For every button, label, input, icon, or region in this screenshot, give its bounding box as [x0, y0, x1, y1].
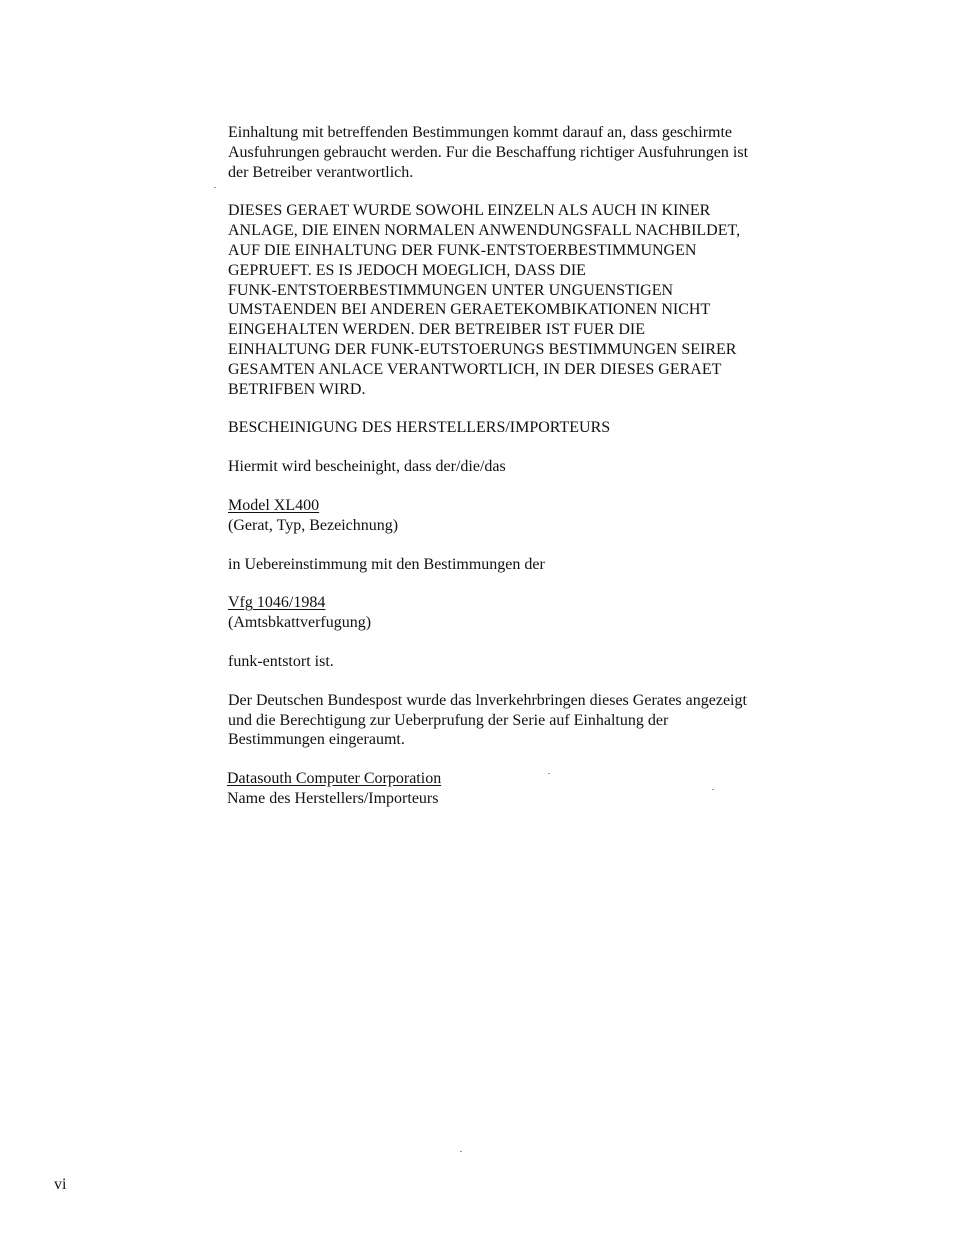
document-body: [228, 123, 808, 828]
text-line: Ausfuhrungen gebraucht werden. Fur die Beschaffung richtiger Ausfuhrungen ist: [228, 143, 749, 161]
text-line: GESAMTEN ANLACE VERANTWORTLICH, IN DER DIESES GERAET: [228, 360, 722, 378]
text-line: AUF DIE EINHALTUNG DER FUNK-ENTSTOERBESTIMMUNGEN: [228, 241, 697, 259]
certificate-heading: [228, 418, 808, 438]
paragraph-certification-intro: [228, 457, 808, 477]
device-caption: (Gerat, Typ, Bezeichnung): [228, 516, 399, 534]
text-line: UMSTAENDEN BEI ANDEREN GERAETEKOMBIKATIONEN NICHT: [228, 301, 711, 319]
text-line: Hiermit wird bescheinight, dass der/die/das: [228, 458, 506, 476]
text-line: ANLAGE, DIE EINEN NORMALEN ANWENDUNGSFALL NACHBILDET,: [228, 222, 741, 240]
manufacturer-block: [227, 769, 808, 809]
scan-speck: [460, 1151, 462, 1152]
text-line: funk-entstort ist.: [228, 652, 334, 670]
text-line: Der Deutschen Bundespost wurde das lnverkehrbringen dieses Gerates angezeigt: [228, 691, 747, 709]
regulation-block: [228, 593, 808, 633]
scan-speck: [214, 187, 216, 188]
text-line: der Betreiber verantwortlich.: [228, 163, 414, 181]
paragraph-bundespost: [228, 691, 808, 750]
device-model-text: Model XL400: [228, 496, 320, 514]
regulation-caption: (Amtsbkattverfugung): [228, 614, 372, 632]
device-block: [228, 496, 808, 536]
manufacturer-name-text: Datasouth Computer Corporation: [227, 770, 442, 788]
text-line: Einhaltung mit betreffenden Bestimmungen kommt darauf an, dass geschirmte: [228, 124, 733, 141]
device-model: [228, 496, 808, 516]
heading-line: BESCHEINIGUNG DES HERSTELLERS/IMPORTEURS: [228, 419, 611, 437]
text-line: und die Berechtigung zur Ueberprufung der Serie auf Einhaltung der: [228, 711, 669, 729]
paragraph-interference-notice: [228, 201, 808, 399]
manufacturer-name: [227, 769, 808, 789]
text-line: EINGEHALTEN WERDEN. DER BETREIBER IST FUER DIE: [228, 321, 646, 339]
text-line: GEPRUEFT. ES IS JEDOCH MOEGLICH, DASS DIE: [228, 261, 586, 279]
page-number: vi: [54, 1176, 67, 1193]
text-line: EINHALTUNG DER FUNK-EUTSTOERUNGS BESTIMMUNGEN SEIRER: [228, 340, 737, 358]
text-line: in Uebereinstimmung mit den Bestimmungen der: [228, 555, 545, 573]
text-line: FUNK-ENTSTOERBESTIMMUNGEN UNTER UNGUENSTIGEN: [228, 281, 674, 299]
regulation-id-text: Vfg 1046/1984: [228, 594, 326, 612]
manufacturer-caption: Name des Herstellers/Importeurs: [227, 789, 439, 807]
conformity-line: [228, 555, 808, 575]
paragraph-shielded-cables: [228, 123, 808, 182]
text-line: DIESES GERAET WURDE SOWOHL EINZELN ALS AUCH IN KINER: [228, 202, 711, 220]
status-line: [228, 652, 808, 672]
text-line: BETRIFBEN WIRD.: [228, 380, 366, 398]
text-line: Bestimmungen eingeraumt.: [228, 731, 405, 749]
regulation-id: [228, 593, 808, 613]
